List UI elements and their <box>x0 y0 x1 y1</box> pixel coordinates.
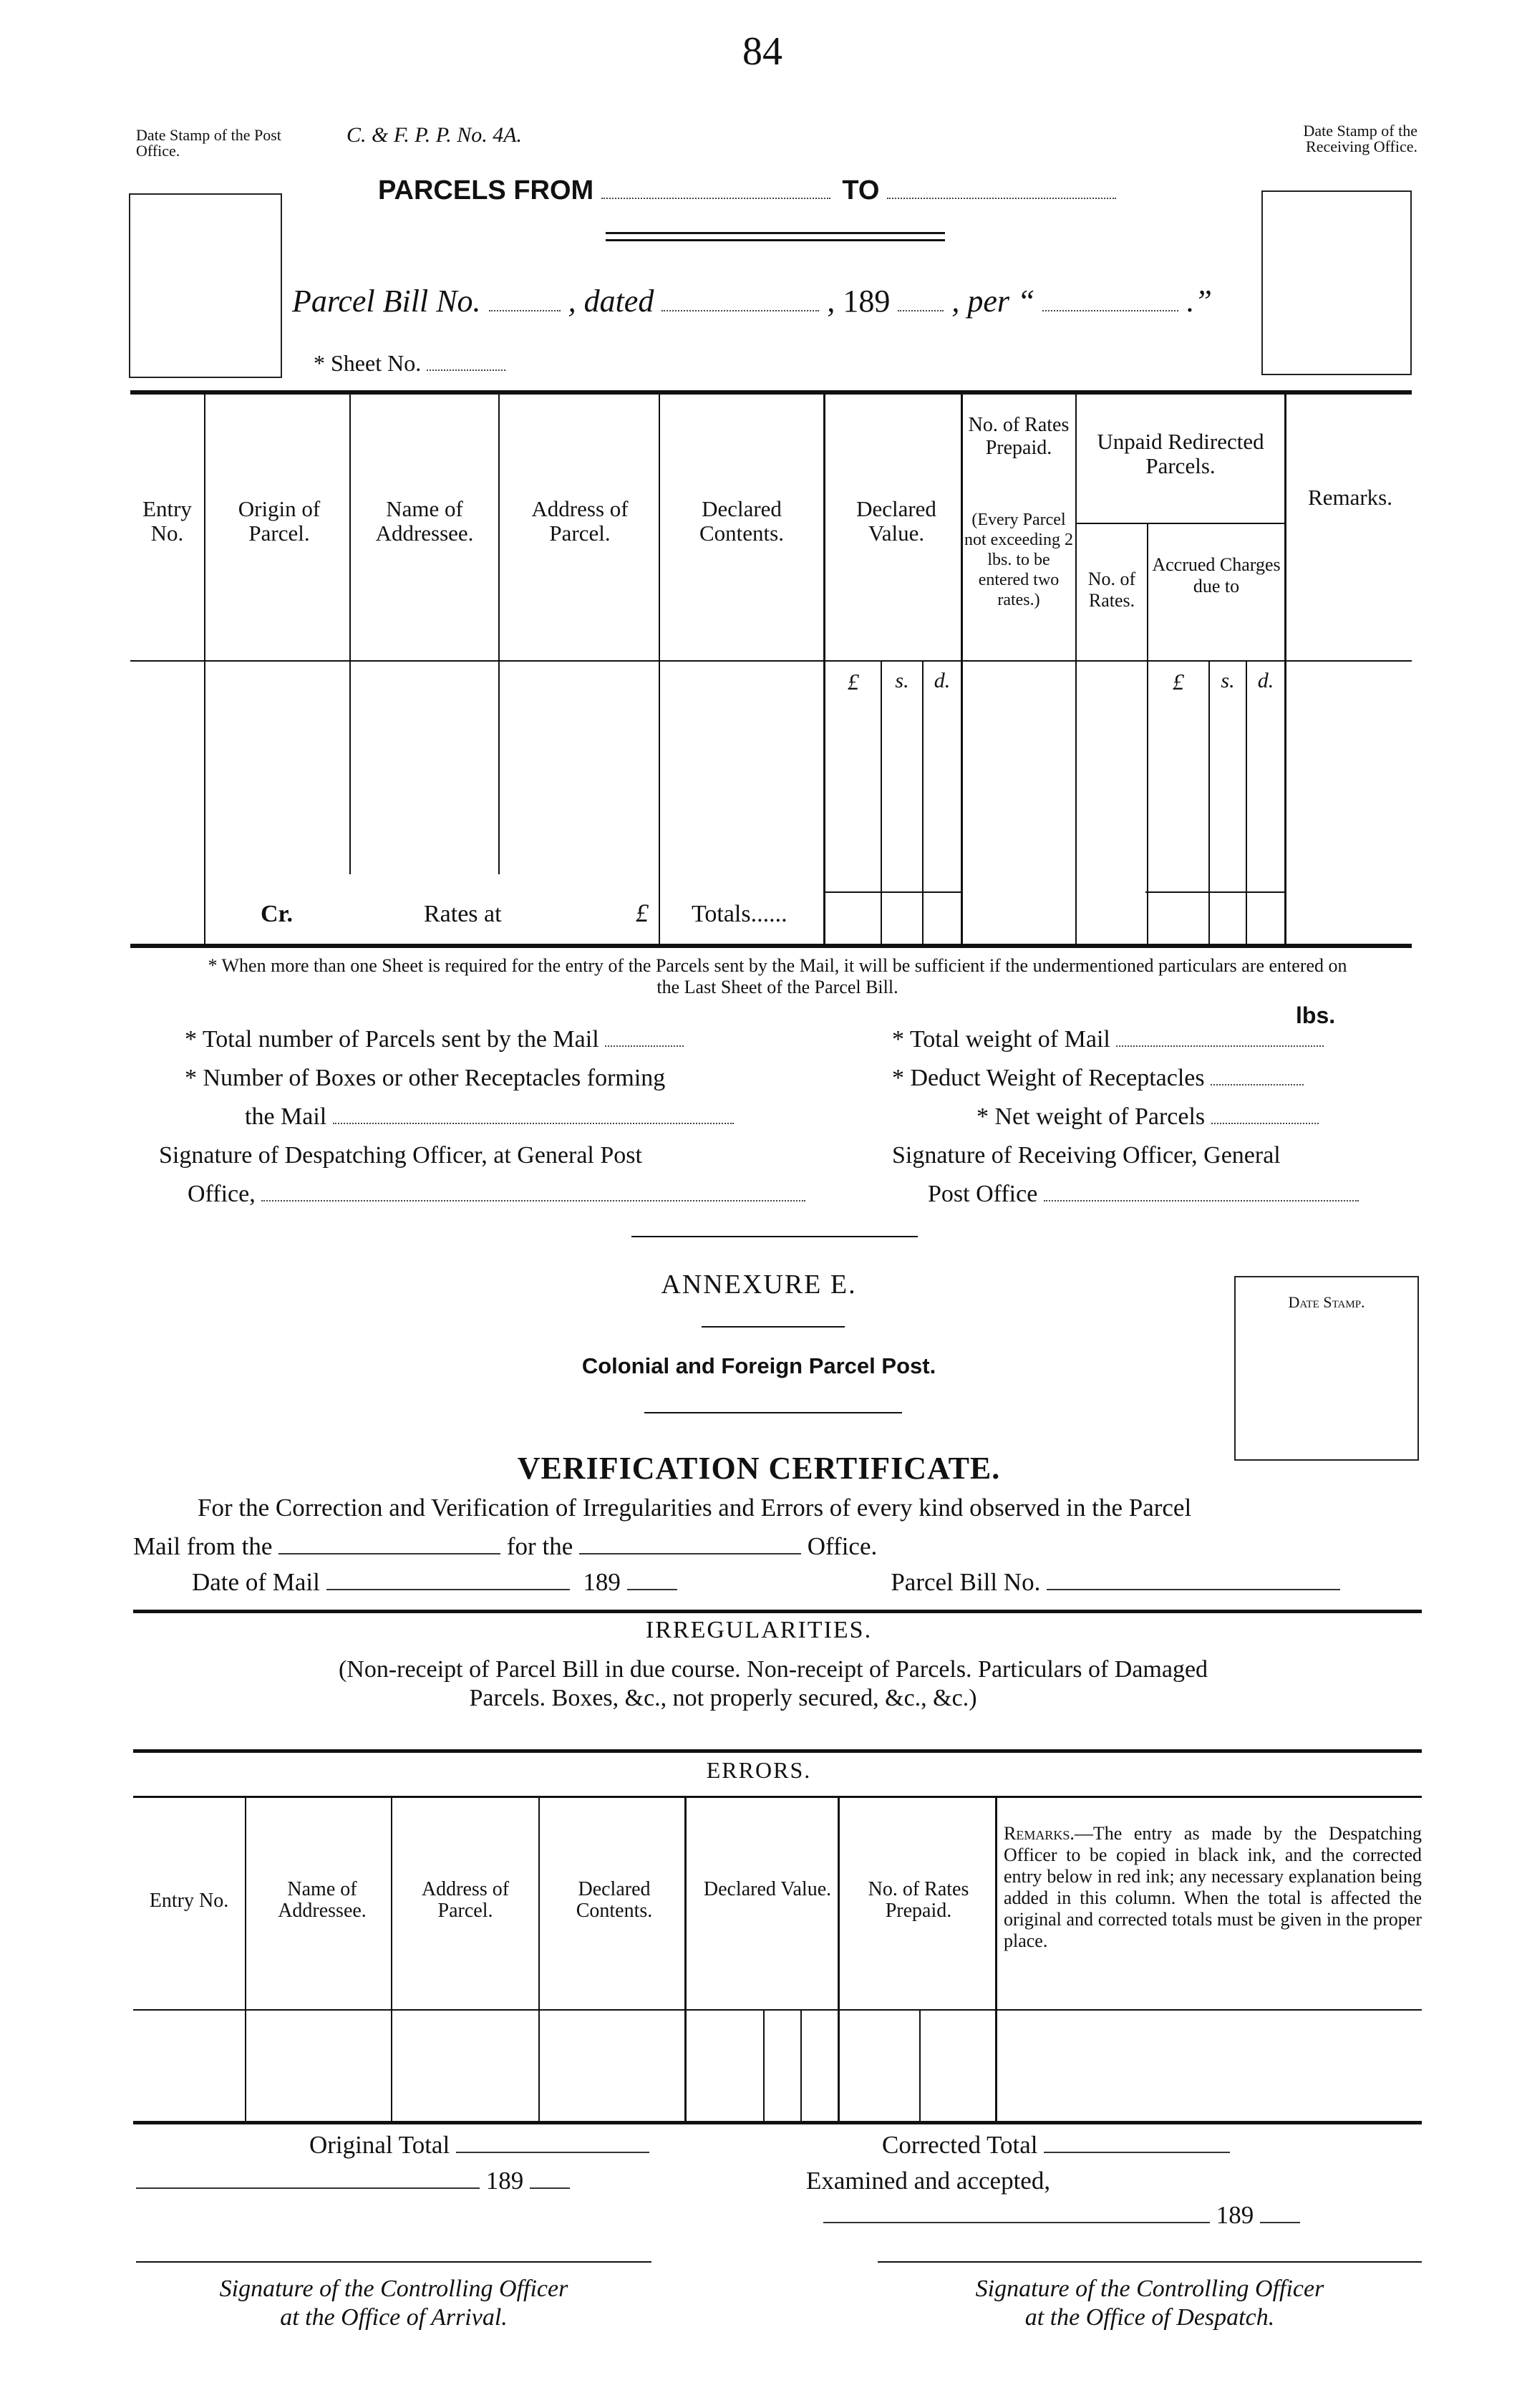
dated-field[interactable] <box>661 310 819 311</box>
for-the-field[interactable] <box>579 1553 801 1554</box>
to-field[interactable] <box>887 198 1116 199</box>
boxes-label-2: the Mail <box>245 1103 327 1130</box>
t2-col-line <box>919 2009 921 2124</box>
cert-line3 <box>192 1568 1423 1597</box>
boxes-label: * Number of Boxes or other Receptacles forming <box>185 1065 666 1091</box>
t1-header-value: Declared Value. <box>856 496 936 546</box>
t2-header-contents: Declared Contents. <box>576 1878 653 1922</box>
sig-despatch-rule <box>878 2261 1422 2263</box>
double-rule-top <box>606 232 945 234</box>
cert-line2 <box>133 1532 877 1561</box>
t1-col-line <box>823 395 825 944</box>
total-parcels-label: * Total number of Parcels sent by the Mail <box>185 1026 599 1053</box>
section-divider <box>631 1236 918 1237</box>
t1-header-rates-note: (Every Parcel not exceeding 2 lbs. to be entered two rates.) <box>964 511 1073 609</box>
sheet-no-line <box>314 349 505 377</box>
date-of-mail-label: Date of Mail <box>192 1568 320 1596</box>
t1-unpaid-shilling: s. <box>1221 669 1235 692</box>
t2-col-line <box>763 2009 765 2124</box>
t1-footer-totals: Totals...... <box>692 901 787 927</box>
t1-col-line <box>1075 395 1077 944</box>
date-of-mail-year: 189 <box>583 1568 621 1596</box>
t2-bottom-rule <box>133 2121 1422 2124</box>
t1-col-line <box>204 395 205 944</box>
t2-col-line <box>684 1797 687 2124</box>
sheet-no-label: * Sheet No. <box>314 350 422 376</box>
to-label: TO <box>842 175 880 205</box>
total-weight-field[interactable] <box>1116 1045 1324 1047</box>
t2-col-line <box>995 1797 997 2124</box>
irreg-desc-1: (Non-receipt of Parcel Bill in due course. Non-receipt of Parcels. Particulars of Damaged <box>338 1656 1208 1683</box>
t1-col-line <box>961 395 963 944</box>
despatching-sig-label-2: Office, <box>188 1181 256 1207</box>
sig-arrival-line2: at the Office of Arrival. <box>280 2304 508 2331</box>
deduct-field[interactable] <box>1211 1084 1304 1085</box>
stamp-right-box[interactable] <box>1261 190 1412 375</box>
t1-col-line <box>1284 395 1286 944</box>
cert-line1: For the Correction and Verification of Irregularities and Errors of every kind observed in the Parcel <box>198 1494 1192 1522</box>
deduct-label: * Deduct Weight of Receptacles <box>892 1065 1205 1091</box>
original-total-field[interactable] <box>456 2152 649 2153</box>
t2-col-line <box>245 1797 246 2124</box>
per-field[interactable] <box>1042 310 1178 311</box>
t1-pence: d. <box>934 669 951 692</box>
annexure-title: ANNEXURE E. <box>661 1270 857 1300</box>
office-label: Office. <box>807 1532 878 1560</box>
t1-header-accrued: Accrued Charges due to <box>1152 554 1281 596</box>
t1-col-line <box>1246 660 1247 944</box>
net-weight-field[interactable] <box>1211 1123 1319 1124</box>
net-weight-label: * Net weight of Parcels <box>976 1103 1206 1130</box>
despatch-date-line <box>823 2201 1300 2230</box>
parcel-bill-no-label: Parcel Bill No. <box>891 1568 1041 1596</box>
t1-header-name: Name of Addressee. <box>375 496 474 546</box>
cert-title: VERIFICATION CERTIFICATE. <box>517 1451 1001 1486</box>
form-reference: C. & F. P. P. No. 4A. <box>346 123 523 147</box>
t2-col-line <box>838 1797 840 2124</box>
table1-totals-rule-2 <box>1145 891 1284 893</box>
t1-unpaid-sub-rule <box>1075 523 1284 524</box>
errors-header-rule <box>133 1796 1422 1798</box>
t2-header-entry: Entry No. <box>149 1890 229 1912</box>
corrected-total-label: Corrected Total <box>882 2131 1038 2159</box>
close-quote: .” <box>1186 284 1212 319</box>
table1-top-rule <box>130 390 1412 395</box>
corrected-total-line <box>882 2131 1230 2160</box>
total-parcels-field[interactable] <box>605 1045 684 1047</box>
t1-pound: £ <box>848 669 859 695</box>
errors-title: ERRORS. <box>706 1757 812 1783</box>
t2-col-line <box>391 1797 392 2124</box>
original-total-label: Original Total <box>309 2131 450 2159</box>
mail-from-label: Mail from the <box>133 1532 273 1560</box>
annexure-rule <box>702 1326 845 1328</box>
arrival-year: 189 <box>485 2167 524 2195</box>
from-field[interactable] <box>601 198 830 199</box>
examined-label: Examined and accepted, <box>806 2167 1051 2195</box>
t2-remarks <box>1004 1823 1422 1952</box>
t2-col-line <box>800 2009 802 2124</box>
irreg-desc-2: Parcels. Boxes, &c., not properly secured, &c., &c.) <box>469 1685 977 1711</box>
stamp-left-box[interactable] <box>129 193 282 378</box>
despatch-date-field[interactable] <box>823 2222 1210 2223</box>
despatching-sig-label: Signature of Despatching Officer, at General Post <box>159 1142 642 1169</box>
irreg-top-rule <box>133 1610 1422 1613</box>
footnote: * When more than one Sheet is required for the entry of the Parcels sent by the Mail, it will be sufficient if the undermentioned particulars are entered on the Last Sheet of the Parcel Bill. <box>208 955 1347 997</box>
stamp-left-label: Date Stamp of the Post Office. <box>136 126 281 160</box>
cert-bill-no-field[interactable] <box>1047 1589 1340 1590</box>
corrected-total-field[interactable] <box>1044 2152 1230 2153</box>
receiving-sig-label: Signature of Receiving Officer, General <box>892 1142 1281 1169</box>
double-rule-bottom <box>606 239 945 241</box>
sig-arrival-line1: Signature of the Controlling Officer <box>219 2276 568 2302</box>
t1-header-contents: Declared Contents. <box>699 496 784 546</box>
parcel-bill-no-field[interactable] <box>489 310 561 311</box>
t2-header-bottom-rule <box>133 2009 1422 2011</box>
right-fields <box>892 1025 1422 1219</box>
t1-footer-cr: Cr. <box>261 901 294 927</box>
errors-top-rule <box>133 1749 1422 1753</box>
t2-remarks-text: —The entry as made by the Despatching Officer to be copied in black ink, and the corrected entry below in red ink; any necessary explanation being added in this column. When the total is affected the original and corrected totals must be given in the proper place. <box>1004 1823 1422 1951</box>
date-stamp-label: Date Stamp. <box>1288 1293 1365 1311</box>
for-the-label: for the <box>506 1532 573 1560</box>
receiving-sig-field[interactable] <box>1044 1200 1359 1201</box>
sheet-no-field[interactable] <box>427 369 505 371</box>
t1-header-rates-prepaid: No. of Rates Prepaid. <box>968 414 1070 459</box>
subtitle-rule <box>644 1412 902 1413</box>
date-of-mail-year-field[interactable] <box>627 1589 677 1590</box>
parcel-bill-label: Parcel Bill No. <box>292 284 481 319</box>
parcel-bill-line <box>292 284 1212 319</box>
total-weight-label: * Total weight of Mail <box>892 1026 1110 1053</box>
t1-col-line <box>498 395 500 874</box>
receiving-sig-label-2: Post Office <box>928 1181 1038 1207</box>
t2-header-name: Name of Addressee. <box>278 1878 367 1922</box>
original-total-line <box>309 2131 649 2160</box>
t1-footer-rates-at: Rates at <box>424 901 502 927</box>
t1-header-remarks: Remarks. <box>1308 485 1392 510</box>
table1-bottom-rule <box>130 944 1412 948</box>
despatch-year-field[interactable] <box>1260 2222 1300 2223</box>
t1-col-line <box>922 660 924 944</box>
parcels-from-line <box>378 175 1116 206</box>
t1-col-line <box>1208 660 1210 944</box>
boxes-field[interactable] <box>333 1123 734 1124</box>
t1-footer-pound: £ <box>636 899 649 927</box>
t1-header-no-rates: No. of Rates. <box>1087 569 1136 611</box>
t1-header-unpaid: Unpaid Redirected Parcels. <box>1097 429 1264 478</box>
subtitle: Colonial and Foreign Parcel Post. <box>581 1353 936 1378</box>
page-number: 84 <box>742 29 782 74</box>
irregularities-title: IRREGULARITIES. <box>645 1617 873 1643</box>
table1-header-rule <box>130 660 1412 662</box>
table1-totals-rule <box>823 891 962 893</box>
dated-label: , dated <box>568 284 654 319</box>
t1-header-origin: Origin of Parcel. <box>238 496 321 546</box>
t1-col-line <box>659 395 660 944</box>
sig-despatch-line1: Signature of the Controlling Officer <box>975 2276 1324 2302</box>
arrival-year-field[interactable] <box>530 2187 570 2189</box>
sig-arrival-rule <box>136 2261 651 2263</box>
t1-col-line <box>881 660 882 944</box>
t2-remarks-head: Remarks. <box>1004 1823 1075 1844</box>
t2-header-rates: No. of Rates Prepaid. <box>868 1878 969 1922</box>
t1-header-address: Address of Parcel. <box>531 496 629 546</box>
despatching-sig-field[interactable] <box>261 1200 805 1201</box>
t1-shilling: s. <box>895 669 909 692</box>
arrival-date-field[interactable] <box>136 2187 480 2189</box>
sig-despatch-line2: at the Office of Despatch. <box>1024 2304 1275 2331</box>
date-of-mail-field[interactable] <box>326 1589 570 1590</box>
parcels-from-label: PARCELS FROM <box>378 175 594 205</box>
despatch-year: 189 <box>1216 2201 1254 2229</box>
t2-col-line <box>538 1797 540 2124</box>
t1-header-entry: Entry No. <box>142 496 192 546</box>
t1-unpaid-pound: £ <box>1173 669 1184 695</box>
t2-header-address: Address of Parcel. <box>421 1878 510 1922</box>
year-field[interactable] <box>898 310 944 311</box>
t2-header-value: Declared Value. <box>703 1878 832 1900</box>
mail-from-field[interactable] <box>278 1553 500 1554</box>
t1-col-line <box>1147 523 1148 944</box>
arrival-date-line <box>136 2167 570 2195</box>
t1-col-line <box>349 395 351 874</box>
t1-unpaid-pence: d. <box>1257 669 1274 692</box>
per-label: , per “ <box>951 284 1035 319</box>
left-fields <box>159 1025 818 1219</box>
stamp-right-label: Date Stamp of the Receiving Office. <box>1303 122 1417 155</box>
lbs-label: lbs. <box>1296 1002 1336 1028</box>
year-label: , 189 <box>827 284 891 319</box>
